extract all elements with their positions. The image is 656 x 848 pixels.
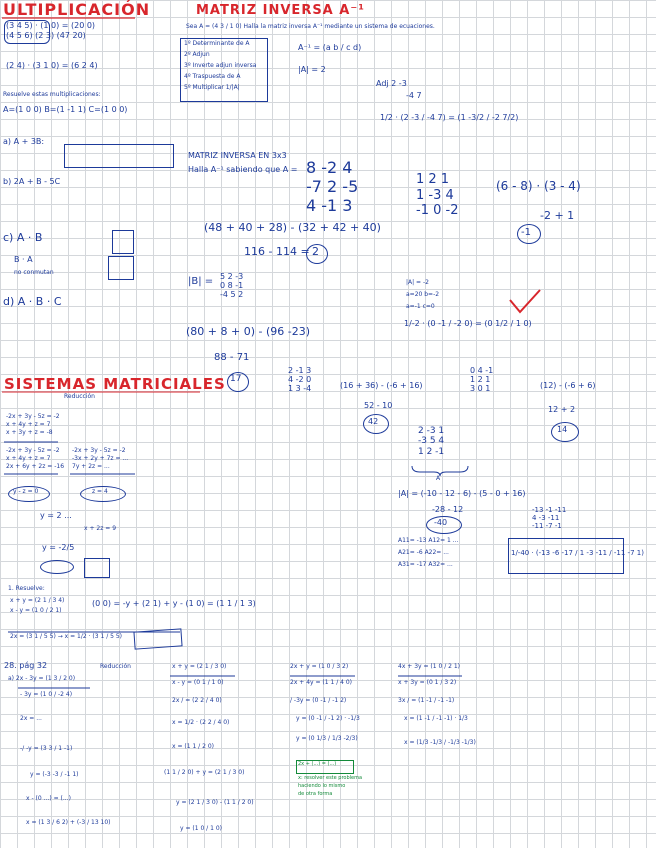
- adj2-row-1: -13 -1 -11: [532, 506, 567, 514]
- cofactor-3: A31= -17 A32= ...: [398, 561, 453, 568]
- adj-line-2: -4 7: [406, 91, 422, 100]
- calc-8: 12 + 2: [548, 405, 576, 414]
- col-a-2: - 3y = (1 0 / -2 4): [20, 691, 73, 698]
- col-c-green-2: x: resolver este problema: [298, 775, 363, 781]
- calc-6: 52 - 10: [364, 401, 393, 410]
- matrix-d: [470, 366, 493, 394]
- left-res-2: x + 2z = 9: [84, 525, 117, 532]
- matrix-b-row-3: -4 5 2: [220, 290, 244, 300]
- side-calc-2: -2 + 1: [540, 209, 575, 222]
- step-1: 1º Determinante de A: [184, 40, 250, 47]
- col-b-5: x = (1 1 / 2 0): [172, 743, 214, 750]
- title-multiplicacion: ULTIPLICACIÓN: [3, 0, 151, 19]
- title-3x3: MATRIZ INVERSA EN 3x3: [188, 151, 287, 160]
- col-d-5: x = (1/3 -1/3 / -1/3 -1/3): [404, 739, 476, 746]
- matrix-e-row-2: -3 5 4: [418, 436, 445, 447]
- sys-1-eq3: x + 3y + z = -8: [6, 429, 53, 436]
- adj-row-2: 1 -3 4: [416, 187, 454, 203]
- calc-1: (48 + 40 + 28) - (32 + 42 + 40): [204, 221, 381, 234]
- small-frac: 1/-2 · (0 -1 / -2 0) = (0 1/2 / 1 0): [404, 319, 532, 328]
- part-a: a) A + 3B:: [3, 137, 45, 146]
- adj-row-1: 1 2 1: [416, 172, 450, 187]
- adj-line-1: Adj 2 -3: [376, 79, 407, 88]
- calc-2: 116 - 114 =: [244, 245, 310, 258]
- col-b-7: y = (2 1 / 3 0) - (1 1 / 2 0): [176, 799, 254, 806]
- small-adj-2: a=20 b=-2: [406, 291, 440, 298]
- sum-box: [64, 144, 174, 168]
- col-c-4: y = (0 -1 / -1 2) · -1/3: [296, 715, 360, 722]
- prod-box-2: [108, 256, 134, 280]
- matrix-a-row-1: 8 -2 4: [306, 158, 353, 177]
- matrix-d-row-3: 3 0 1: [470, 384, 491, 394]
- final-matrix: 1/-40 · (-13 -6 -17 / 1 -3 -11 / -11 -7 1): [511, 549, 644, 557]
- col-b-1: x + y = (2 1 / 3 0): [172, 663, 227, 670]
- label-a: A: [436, 475, 441, 482]
- mult-row2: (2 4) · (3 1 0) = (6 2 4): [6, 61, 98, 70]
- title-sistemas: SISTEMAS MATRICIALES: [4, 375, 226, 393]
- result-box-1: [133, 628, 182, 649]
- sys-1-eq2: x + 4y + z = 7: [6, 421, 51, 428]
- mult-box: [4, 20, 50, 44]
- sys-3-eq2: -3x + 2y + 7z = ...: [72, 455, 129, 462]
- det-b-label: |B| =: [188, 276, 214, 287]
- row-eq: (0 0) = -y + (2 1) + y - (1 0) = (1 1 / 1 3): [92, 599, 256, 608]
- col-d-1: 4x + 3y = (1 0 / 2 1): [398, 663, 461, 670]
- res-40: -40: [434, 518, 448, 527]
- col-c-5: y = (0 1/3 / 1/3 -2/3): [296, 735, 358, 742]
- res-17: 17: [230, 374, 242, 384]
- part-b: b) 2A + B - 5C: [3, 177, 61, 186]
- col-a-4: -/ -y = (3 3 / 1 -1): [20, 745, 73, 752]
- res-neg1: -1: [521, 227, 531, 238]
- matrix-c-row-3: 1 3 -4: [288, 384, 312, 394]
- boxed-eq-1: y - z = 0: [13, 488, 39, 495]
- matrix-e-row-1: 2 -3 1: [418, 426, 445, 436]
- part-c: c) A · B: [3, 231, 43, 244]
- matrix-c-row-2: 4 -2 0: [288, 375, 312, 385]
- sys-3-eq3: 7y + 2z = ...: [72, 463, 110, 470]
- inversa-header: Sea A = (4 3 / 1 0) Halla la matriz inversa A⁻¹ mediante un sistema de ecuaciones.: [186, 23, 435, 30]
- col-b-4: x = 1/2 · (2 2 / 4 0): [172, 719, 230, 726]
- adj-row-3: -1 0 -2: [416, 203, 459, 219]
- sys-2-eq1: -2x + 3y - 5z = -2: [6, 447, 60, 454]
- deta-expr: |A| = 2: [298, 65, 326, 74]
- prod-box-1: [112, 230, 134, 254]
- matrix-d-row-1: 0 4 -1: [470, 366, 494, 375]
- matrix-a-row-3: 4 -1 3: [306, 196, 353, 216]
- col-c-green-4: de otra forma: [298, 791, 333, 797]
- matrix-a-3x3: [306, 158, 358, 216]
- col-d-2: x + 3y = (0 1 / 3 2): [398, 679, 457, 686]
- matrix-a-row-2: -7 2 -5: [306, 177, 359, 197]
- calc-5: (16 + 36) - (-6 + 16): [340, 381, 423, 390]
- col-a-5: y = (-3 -3 / -1 1): [30, 771, 79, 778]
- col-c-2: 2x + 4y = (1 1 / 4 0): [290, 679, 353, 686]
- ej28-label: 28. pág 32: [4, 661, 48, 670]
- sys-2-eq2: x + 4y + z = 7: [6, 455, 51, 462]
- cofactor-2: A21= -6 A22= ...: [398, 549, 449, 556]
- step-3: 3º Inverte adjun inversa: [184, 62, 257, 69]
- box-left-4: [84, 558, 110, 578]
- matrix-d-row-2: 1 2 1: [470, 375, 491, 385]
- boxed-eq-2: z = 4: [92, 488, 108, 495]
- steps-box: [180, 38, 268, 102]
- ainv-expr: A⁻¹ = (a b / c d): [298, 43, 362, 52]
- adj2-row-2: 4 -3 -11: [532, 514, 560, 523]
- matrix-b-row-2: 0 8 -1: [220, 281, 244, 291]
- matrix-c-row-1: 2 -1 3: [288, 366, 312, 375]
- matrix-adj2: [532, 506, 566, 530]
- col-c-green-3: haciendo lo mismo: [298, 783, 346, 789]
- row-eq-2: 2x = (3 1 / 5 5) → x = 1/2 · (3 1 / 5 5): [10, 633, 123, 640]
- calc-9: -28 - 12: [432, 505, 464, 514]
- calc-3: (80 + 8 + 0) - (96 -23): [186, 325, 311, 338]
- sys-2-eq3: 2x + 6y + 2z = -16: [6, 463, 65, 470]
- matrix-c: [288, 366, 311, 394]
- resuelve-text: Resuelve estas multiplicaciones:: [3, 91, 101, 98]
- matrix-e-row-3: 1 2 -1: [418, 446, 445, 457]
- sys1-eq2: x - y = (1 0 / 2 1): [10, 607, 62, 614]
- sistemas-subtitle: Reducción: [64, 393, 95, 400]
- col-c-green-1: 2x + (...) = (...): [298, 761, 337, 767]
- res-14: 14: [557, 425, 568, 434]
- adj2-row-3: -11 -7 -1: [532, 522, 562, 531]
- sys-1-eq1: -2x + 3y - 5z = -2: [6, 413, 60, 420]
- calc-4: 88 - 71: [214, 352, 250, 363]
- col-b-2: x - y = (0 1 / 1 0): [172, 679, 224, 686]
- mult-row1: (3 4 5) · (1 0) = (20 0): [6, 21, 96, 30]
- halla-3x3: Halla A⁻¹ sabiendo que A =: [188, 165, 298, 174]
- matrix-adj-3x3: [416, 172, 458, 219]
- step-2: 2º Adjun: [184, 51, 210, 58]
- col-b-8: y = (1 0 / 1 0): [180, 825, 222, 832]
- matrix-b-row-1: 5 2 -3: [220, 272, 244, 281]
- col-d-4: x = (1 -1 / -1 -1) · 1/3: [404, 715, 468, 722]
- col-d-3: 3x / = (1 -1 / -1 -1): [398, 697, 455, 704]
- side-calc: (6 - 8) · (3 - 4): [496, 179, 581, 193]
- sys-3-eq1: -2x + 3y - 5z = -2: [72, 447, 126, 454]
- col-b-6: (1 1 / 2 0) + y = (2 1 / 3 0): [164, 769, 245, 776]
- col-a-1: a) 2x - 3y = (1 3 / 2 0): [8, 675, 76, 682]
- reduccion-label: Reducción: [100, 663, 131, 670]
- left-res-1: y = 2 ...: [40, 511, 72, 520]
- matrix-b: [220, 272, 243, 300]
- part-d: d) A · B · C: [3, 295, 62, 308]
- col-a-6: x - (0 ...) = (...): [26, 795, 71, 802]
- col-b-3: 2x / = (2 2 / 4 0): [172, 697, 222, 704]
- sys1-eq1: x + y = (2 1 / 3 4): [10, 597, 65, 604]
- mult-row1b: (4 5 6) (2 3) (47 20): [6, 31, 86, 40]
- col-c-1: 2x + y = (1 0 / 3 2): [290, 663, 349, 670]
- abc-matrices: A=(1 0 0) B=(1 -1 1) C=(1 0 0): [3, 105, 128, 114]
- half-product: 1/2 · (2 -3 / -4 7) = (1 -3/2 / -2 7/2): [380, 113, 519, 122]
- det-a2: |A| = (-10 - 12 - 6) - (5 - 0 + 16): [398, 489, 526, 498]
- small-adj-3: a=-1 c=0: [406, 303, 435, 310]
- no-conmutan: no conmutan: [14, 269, 54, 276]
- col-a-7: x = (1 3 / 6 2) + (-3 / 13 10): [26, 819, 111, 826]
- col-a-3: 2x = ...: [20, 715, 42, 722]
- title-matriz-inversa: MATRIZ INVERSA A⁻¹: [196, 3, 365, 18]
- left-res-3: y = -2/5: [42, 543, 75, 552]
- step-4: 4º Traspuesta de A: [184, 73, 241, 80]
- calc-7: (12) - (-6 + 6): [540, 381, 596, 390]
- small-adj-1: |A| = -2: [406, 279, 429, 286]
- col-c-3: / -3y = (0 -1 / -1 2): [290, 697, 347, 704]
- part-c-ba: B · A: [14, 255, 33, 264]
- res-42: 42: [368, 417, 379, 426]
- circle-left-3: [40, 560, 74, 574]
- cofactor-1: A11= -13 A12= 1 ...: [398, 537, 459, 544]
- matrix-e: [418, 426, 444, 457]
- res-2: 2: [312, 245, 319, 258]
- step-5: 5º Multiplicar 1/|A|: [184, 84, 240, 91]
- resolver-label: 1. Resuelve:: [8, 585, 45, 592]
